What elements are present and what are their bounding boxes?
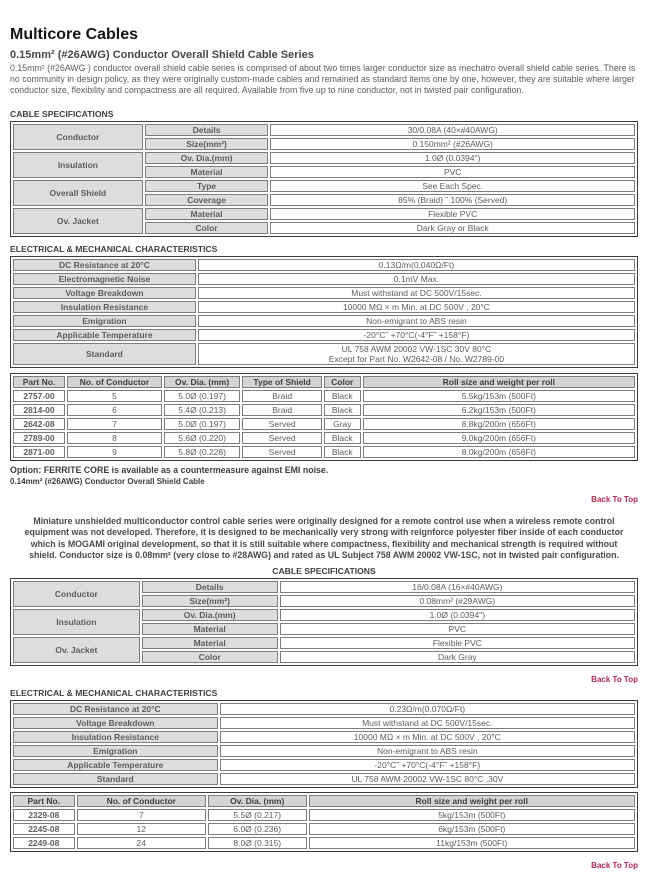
spec-value: 85% (Braid) ˜ 100% (Served) [270,194,635,206]
char-label: DC Resistance at 20°C [13,259,196,271]
table-row [13,208,635,220]
spec-label: Size(mm²) [142,595,278,607]
elec-mech-heading-1: ELECTRICAL & MECHANICAL CHARACTERISTICS [10,243,218,254]
spec-group-ov-jacket: Ov. Jacket [13,637,140,663]
spec-label: Type [145,180,269,192]
table-row [13,837,635,849]
spec-group-ov-jacket: Ov. Jacket [13,208,143,234]
no-of-conductor: 24 [77,837,206,849]
char-label: Standard [13,773,218,785]
no-of-conductor: 7 [67,418,162,430]
no-of-conductor: 8 [67,432,162,444]
spec-label: Coverage [145,194,269,206]
no-of-conductor: 7 [77,809,206,821]
roll-size: 8.0kg/200m (656Ft) [363,446,635,458]
char-label: Emigration [13,315,196,327]
col-header-ov-dia: Ov. Dia. (mm) [208,795,307,807]
table-row [13,287,635,299]
part-no: 2789-00 [13,432,65,444]
ov-dia: 5.0Ø (0.197) [164,390,241,402]
table-row [13,124,635,136]
back-to-top-link-2[interactable]: Back To Top [591,675,638,685]
back-to-top-link-3[interactable]: Back To Top [591,861,638,871]
spec-value: 0.150mm² (#26AWG) [270,138,635,150]
table-row [13,343,635,365]
char-value: Must withstand at DC 500V/15sec. [198,287,635,299]
type-of-shield: Served [242,432,322,444]
table-row [13,637,635,649]
char-label: Voltage Breakdown [13,287,196,299]
no-of-conductor: 6 [67,404,162,416]
char-label: Applicable Temperature [13,759,218,771]
jacket-color: Black [324,390,361,402]
char-label: Voltage Breakdown [13,717,218,729]
spec-value: 30/0.08A (40×#40AWG) [270,124,635,136]
spec-label: Material [145,166,269,178]
type-of-shield: Braid [242,404,322,416]
spec-label: Size(mm²) [145,138,269,150]
cable-spec-table-1 [10,121,638,237]
spec-group-insulation: Insulation [13,609,140,635]
spec-value: Dark Gray or Black [270,222,635,234]
table-row [13,390,635,402]
table-row [13,717,635,729]
ov-dia: 6.0Ø (0.236) [208,823,307,835]
char-value: UL 758 AWM 20002 VW-1SC 80°C ,30V [220,773,635,785]
char-label: Standard [13,343,196,365]
char-value: -20°C˜ +70°C(-4°F˜ +158°F) [198,329,635,341]
char-label: Insulation Resistance [13,301,196,313]
jacket-color: Black [324,432,361,444]
elec-mech-table-1 [10,256,638,368]
table-row [13,418,635,430]
char-value: 10000 MΩ × m Min. at DC 500V , 20°C [198,301,635,313]
cable-specs-heading-1: CABLE SPECIFICATIONS [10,108,114,119]
table-row [13,259,635,271]
col-header-no-of-conductor: No. of Conductor [67,376,162,388]
spec-value: 1.0Ø (0.0394") [270,152,635,164]
col-header-part-no: Part No. [13,376,65,388]
spec-label: Ov. Dia.(mm) [142,609,278,621]
unshielded-series-intro: Miniature unshielded multiconductor control cable series were originally designed for a remote control use when a wireless remote control equipment was not developed. Therefore, it is designed to be mechanically very strong with reignforce polyester fiber inside of each conductor which is MOGAMI original development, so that it is still suitable where compactness, flexibility and mechanical strength is required without shield. Conductor size is 0.08mm² (very close to #28AWG) and rated as UL Subject 758 AWM 20002 VW-1SC, not in twisted pair configuration. [24,515,624,560]
elec-mech-table-2 [10,700,638,788]
spec-value: See Each Spec. [270,180,635,192]
ov-dia: 8.0Ø (0.315) [208,837,307,849]
roll-size: 6.2kg/153m (500Ft) [363,404,635,416]
table-row [13,703,635,715]
spec-label: Color [145,222,269,234]
char-value: 10000 MΩ × m Min. at DC 500V , 20°C [220,731,635,743]
char-value: 0.1mV Max. [198,273,635,285]
part-no: 2757-00 [13,390,65,402]
char-value: Must withstand at DC 500V/15sec. [220,717,635,729]
ov-dia: 5.0Ø (0.197) [164,418,241,430]
col-header-no-of-conductor: No. of Conductor [77,795,206,807]
no-of-conductor: 12 [77,823,206,835]
char-label: Insulation Resistance [13,731,218,743]
table-row [13,446,635,458]
table-header-row [13,376,635,388]
jacket-color: Black [324,404,361,416]
part-no: 2249-08 [13,837,75,849]
series-subtitle: 0.15mm² (#26AWG) Conductor Overall Shield Cable Series [10,49,314,61]
roll-size: 11kg/153m (500Ft) [309,837,636,849]
type-of-shield: Served [242,418,322,430]
back-to-top-link-1[interactable]: Back To Top [591,494,638,504]
col-header-color: Color [324,376,361,388]
col-header-roll-size: Roll size and weight per roll [309,795,636,807]
table-row [13,745,635,757]
table-row [13,180,635,192]
ov-dia: 5.4Ø (0.213) [164,404,241,416]
char-value [198,343,635,365]
spec-label: Ov. Dia.(mm) [145,152,269,164]
char-label: DC Resistance at 20°C [13,703,218,715]
roll-size: 8.8kg/200m (656Ft) [363,418,635,430]
spec-value: Flexible PVC [270,208,635,220]
ov-dia: 5.5Ø (0.217) [208,809,307,821]
spec-label: Material [142,637,278,649]
table-row [13,432,635,444]
spec-value: PVC [270,166,635,178]
standard-line-2: Except for Part No. W2642-08 / No. W2789-00 [328,353,505,364]
series-intro: 0.15mm² (#26AWG ) conductor overall shield cable series is comprised of about two times larger conductor size as mechatro overall shield cable series. There is no community in design policy, as they were originally custom-made cables and remained as standard items one by one, however, they are suitable where larger conductor size, flexibility and compactness are all required. Available from five up to nine conductor, not in twisted pair configuration. [10,63,636,95]
ov-dia: 5.8Ø (0.228) [164,446,241,458]
roll-size: 6kg/153m (500Ft) [309,823,636,835]
spec-value: 1.0Ø (0.0394") [280,609,635,621]
part-no: 2814-00 [13,404,65,416]
table-row [13,823,635,835]
table-row [13,609,635,621]
ferrite-option-note: Option: FERRITE CORE is available as a countermeasure against EMI noise. [10,464,329,475]
jacket-color: Gray [324,418,361,430]
table-row [13,731,635,743]
table-row [13,404,635,416]
char-value: 0.13Ω/m(0.040Ω/Ft) [198,259,635,271]
shield-cable-subnote: 0.14mm² (#26AWG) Conductor Overall Shield Cable [10,476,205,486]
char-value: Non-emigrant to ABS resin [198,315,635,327]
type-of-shield: Served [242,446,322,458]
spec-group-insulation: Insulation [13,152,143,178]
table-row [13,759,635,771]
table-row [13,773,635,785]
col-header-part-no: Part No. [13,795,75,807]
cable-specs-heading-2: CABLE SPECIFICATIONS [272,566,376,577]
char-value: Non-emigrant to ABS resin [220,745,635,757]
spec-label: Details [145,124,269,136]
standard-line-1: UL 758 AWM 20002 VW-1SC 30V 80°C [341,343,492,354]
roll-size: 5.5kg/153m (500Ft) [363,390,635,402]
char-label: Emigration [13,745,218,757]
page-title: Multicore Cables [10,26,139,43]
cable-spec-table-2 [10,578,638,666]
table-row [13,152,635,164]
no-of-conductor: 5 [67,390,162,402]
table-row [13,315,635,327]
spec-label: Material [145,208,269,220]
parts-table-1 [10,373,638,461]
spec-group-conductor: Conductor [13,124,143,150]
spec-label: Material [142,623,278,635]
part-no: 2329-08 [13,809,75,821]
part-no: 2245-08 [13,823,75,835]
table-row [13,329,635,341]
spec-value: 16/0.08A (16×#40AWG) [280,581,635,593]
col-header-ov-dia: Ov. Dia. (mm) [164,376,241,388]
part-no: 2642-08 [13,418,65,430]
col-header-type-of-shield: Type of Shield [242,376,322,388]
spec-value: Flexible PVC [280,637,635,649]
ov-dia: 5.6Ø (0.220) [164,432,241,444]
elec-mech-heading-2: ELECTRICAL & MECHANICAL CHARACTERISTICS [10,688,218,699]
roll-size: 9.0kg/200m (656Ft) [363,432,635,444]
char-value: -20°C˜ +70°C(-4°F˜ +158°F) [220,759,635,771]
table-row [13,301,635,313]
char-value: 0.23Ω/m(0.070Ω/Ft) [220,703,635,715]
roll-size: 5kg/153m (500Ft) [309,809,636,821]
part-no: 2871-00 [13,446,65,458]
spec-value: 0.08mm² (#29AWG) [280,595,635,607]
table-row [13,581,635,593]
jacket-color: Black [324,446,361,458]
table-row [13,273,635,285]
char-label: Applicable Temperature [13,329,196,341]
no-of-conductor: 9 [67,446,162,458]
spec-group-overall-shield: Overall Shield [13,180,143,206]
spec-label: Details [142,581,278,593]
type-of-shield: Braid [242,390,322,402]
spec-label: Color [142,651,278,663]
table-row [13,809,635,821]
parts-table-2 [10,792,638,852]
spec-value: PVC [280,623,635,635]
table-header-row [13,795,635,807]
char-label: Electromagnetic Noise [13,273,196,285]
spec-group-conductor: Conductor [13,581,140,607]
col-header-roll-size: Roll size and weight per roll [363,376,635,388]
spec-value: Dark Gray [280,651,635,663]
